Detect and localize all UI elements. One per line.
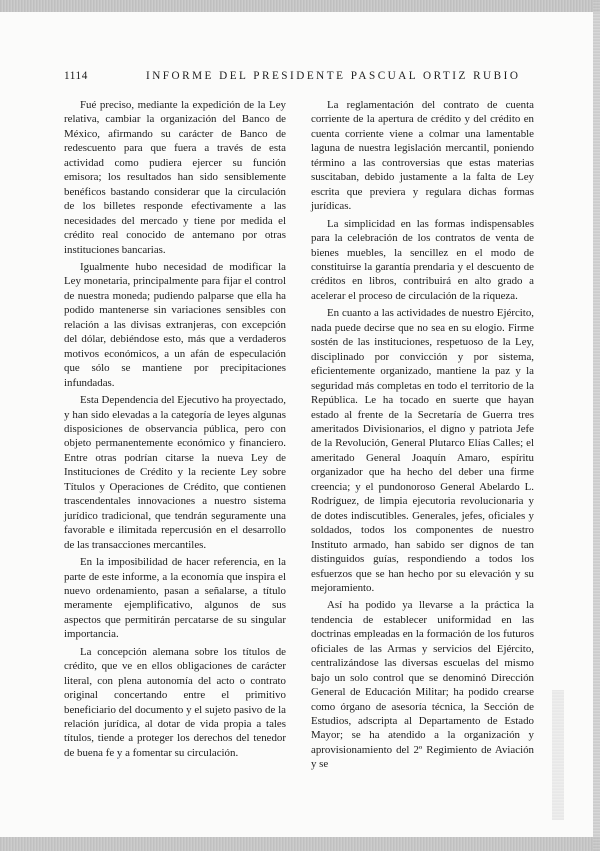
scan-edge-top — [0, 0, 600, 12]
paragraph: La reglamentación del contrato de cuenta corriente de la apertura de crédito y del crédito en cuenta corriente viene a colmar una lamentable laguna de nuestra legislación mercantil, poniendo término a las controversias que estas materias suscitaban, debido justamente a la falta de Ley escrita que previera y regulara dichas formas jurídicas. — [311, 99, 534, 213]
running-head: INFORME DEL PRESIDENTE PASCUAL ORTIZ RUBIO — [146, 70, 521, 82]
paragraph: Fué preciso, mediante la expedición de la Ley relativa, cambiar la organización del Banco de México, afirmando su carácter de Banco de redescuento para que fuera a través de esta actividad como pudiera ejercer su función emisora; los resultados han sido sensiblemente benéficos bastando considerar que la circulación de los billetes responde efectivamente a las necesidades del mercado y tiene por medida el crédito real conocido de antemano por otras instituciones bancarias. — [64, 99, 286, 256]
paragraph: En cuanto a las actividades de nuestro Ejército, nada puede decirse que no sea en su elogio. Firme sostén de las instituciones, respetuoso de la Ley, disciplinado por convicción y por sistema, eficientemente organizado, mantiene la paz y la seguridad más completas en todo el territorio de la República. Le ha tocado en suerte que hayan estado al frente de la Secretaría de Guerra tres ameritados Divisionarios, el digno y patriota Jefe de la Revolución, General Plutarco Elías Calles; el ameritado General Joaquín Amaro, espíritu organizador que ha hecho del deber una firme creencia; y el pundonoroso General Abelardo L. Rodríguez, de limpia ejecutoria revolucionaria y de dotes indiscutibles. Generales, jefes, oficiales y soldados, todos los componentes de nuestro Instituto armado, han sabido ser dignos de tan distinguidos guías, respondiendo a todos los esfuerzos que se han hecho por su elevación y su mejoramiento. — [311, 307, 534, 594]
paragraph: Esta Dependencia del Ejecutivo ha proyectado, y han sido elevadas a la categoría de leyes algunas disposiciones de observancia pública, pero con objeto permanentemente económico y financiero. Entre otras podrían citarse la nueva Ley de Instituciones de Crédito y la reciente Ley sobre Títulos y Operaciones de Crédito, que contienen trascendentales innovaciones a nuestro sistema jurídico tradicional, que tendrán seguramente una favorable e ilimitada repercusión en el desarrollo de las transacciones mercantiles. — [64, 394, 286, 551]
left-column — [64, 98, 286, 760]
page-header — [64, 68, 534, 84]
paragraph: Igualmente hubo necesidad de modificar la Ley monetaria, principalmente para fijar el control de nuestra moneda; pudiendo palparse que ella ha podido mantenerse sin variaciones sensibles con relación a las divisas extranjeras, con excepción del dólar, debiéndose esto, más que a verdaderos motivos económicos, a un afán de especulación que sólo se mantiene por precipitaciones infundadas. — [64, 260, 286, 389]
right-column — [311, 98, 534, 772]
paragraph: La concepción alemana sobre los títulos de crédito, que ve en ellos obligaciones de carácter literal, con plena autonomía del acto o contrato original concertando entre el primitivo beneficiario del documento y el sujeto pasivo de la relación jurídica, al dotar de vida propia a tales títulos, tiende a proteger los derechos del tenedor de buena fe y a fomentar su circulación. — [64, 645, 286, 759]
scan-edge-right — [593, 0, 600, 851]
paragraph: En la imposibilidad de hacer referencia, en la parte de este informe, a la economía que inspira el nuevo ordenamiento, pasan a señalarse, a título meramente ejemplificativo, algunos de sus aspectos que permitirán percatarse de su singular importancia. — [64, 556, 286, 641]
paragraph: La simplicidad en las formas indispensables para la celebración de los contratos de venta de bienes muebles, la sencillez en el modo de constituirse la garantía prendaria y el descuento de créditos en libros, contribuirá en alto grado a acelerar el proceso de circulación de la riqueza. — [311, 217, 534, 302]
paragraph: Así ha podido ya llevarse a la práctica la tendencia de establecer uniformidad en las doctrinas empleadas en la formación de los futuros oficiales de las Armas y servicios del Ejército, centralizándose las diversas escuelas del mismo bajo un solo control que se denominó Dirección General de Educación Militar; ha podido crearse como órgano de asesoría técnica, la Sección de Estudios, adscripta al Departamento de Estado Mayor; se ha atendido a la organización y aprovisionamiento del 2º Regimiento de Aviación y se — [311, 599, 534, 771]
page-number: 1114 — [64, 70, 88, 82]
scan-smudge-right — [552, 690, 564, 820]
scan-edge-bottom — [0, 837, 600, 851]
